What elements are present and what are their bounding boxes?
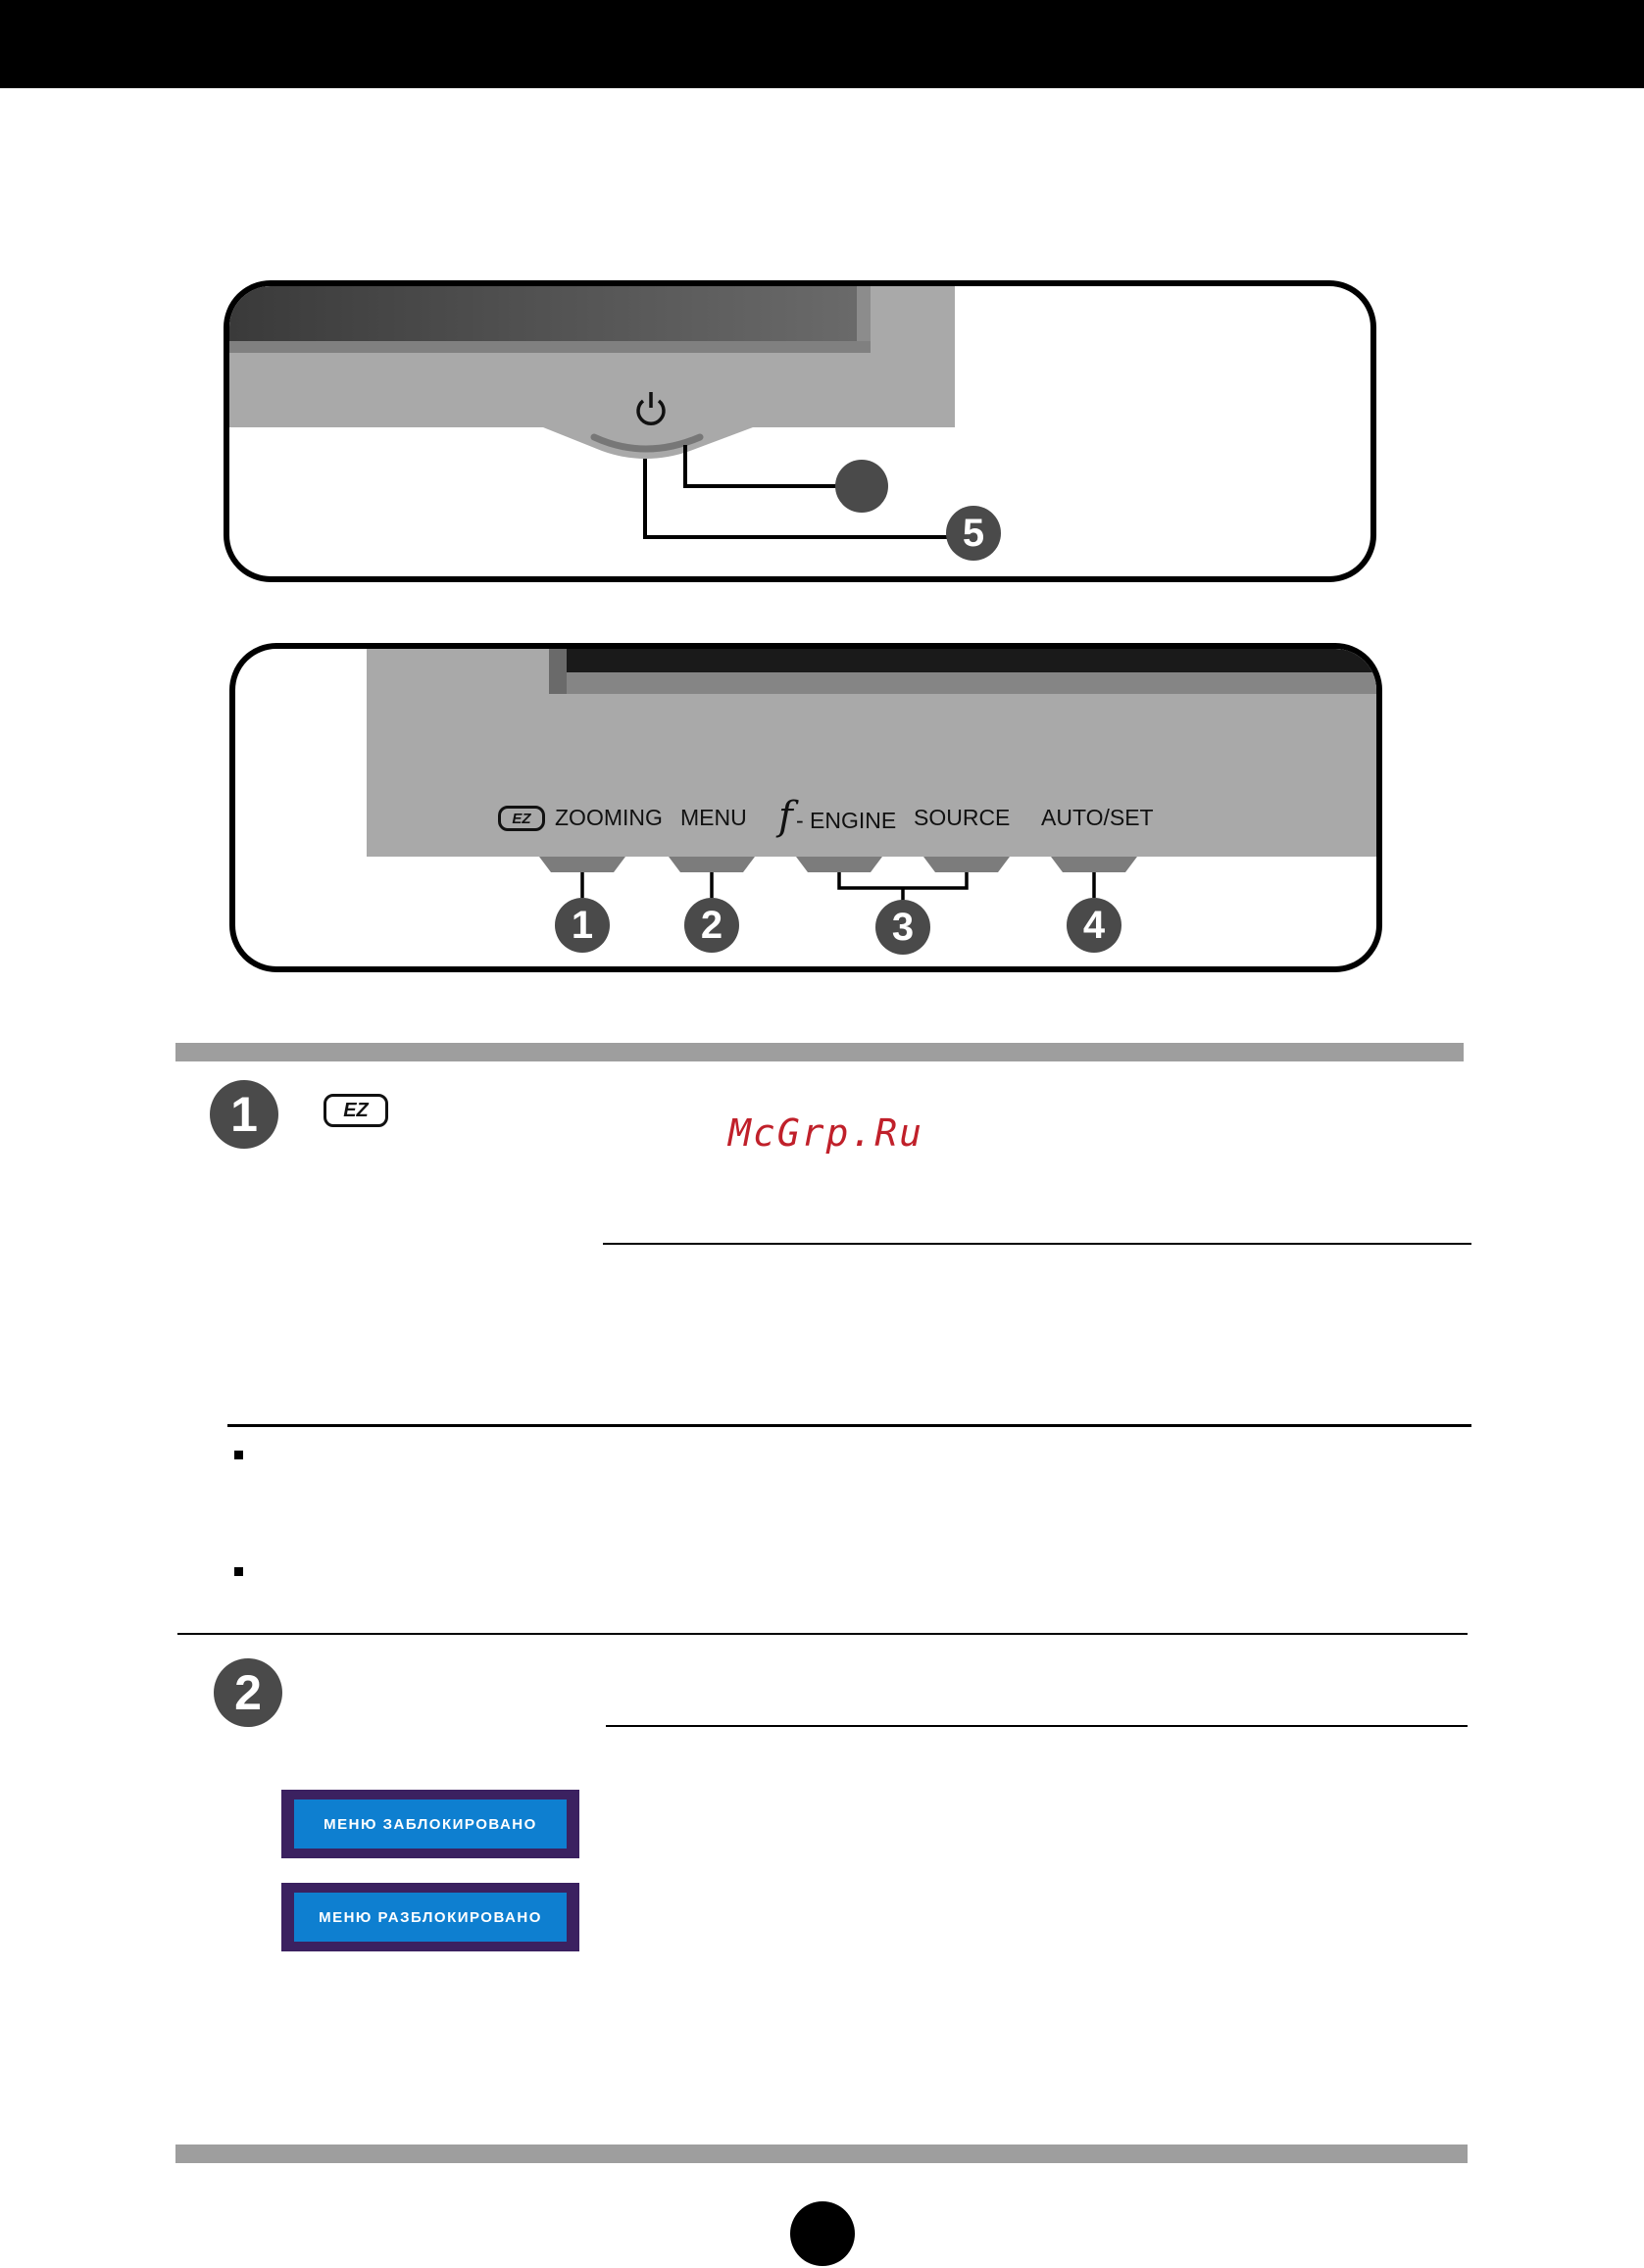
autoset-callout xyxy=(1067,898,1121,953)
section1-ez-icon xyxy=(324,1094,388,1127)
section1-table-rule xyxy=(227,1424,1471,1427)
zooming-callout-text: 1 xyxy=(571,903,594,947)
power-callout-text: 5 xyxy=(962,511,985,555)
osd-menu-unlocked xyxy=(281,1883,579,1951)
control-buttons-panel xyxy=(229,643,1382,972)
power-callout-number xyxy=(946,506,1001,561)
section-separator xyxy=(177,1633,1468,1635)
osd-menu-locked-text: МЕНЮ ЗАБЛОКИРОВАНО xyxy=(294,1800,567,1849)
source-label: SOURCE xyxy=(914,805,1011,830)
screen-bottom-edge xyxy=(549,649,1376,672)
header-band xyxy=(0,0,1644,88)
menu-callout-text: 2 xyxy=(700,903,723,947)
autoset-button[interactable] xyxy=(1051,857,1137,872)
power-indicator-callout xyxy=(835,460,888,513)
screen-edge xyxy=(229,286,857,341)
bullet-2 xyxy=(234,1567,243,1576)
screen-corner xyxy=(549,649,567,694)
ez-badge-text: EZ xyxy=(512,810,531,827)
engine-button[interactable] xyxy=(796,857,882,872)
engine-source-callout xyxy=(875,900,930,955)
screen-lip xyxy=(229,341,871,353)
menu-button[interactable] xyxy=(669,857,755,872)
source-button[interactable] xyxy=(923,857,1010,872)
screen-bottom-lip xyxy=(549,672,1376,694)
autoset-callout-text: 4 xyxy=(1082,903,1106,947)
monitor-bezel-top xyxy=(229,286,1370,576)
engine-source-callout-text: 3 xyxy=(891,905,915,949)
section2-number-text: 2 xyxy=(234,1665,262,1720)
section2-underline xyxy=(606,1725,1468,1727)
section-divider-bottom xyxy=(175,2145,1468,2163)
power-button-panel xyxy=(224,280,1376,582)
power-leader xyxy=(645,459,947,537)
zooming-callout xyxy=(555,898,610,953)
ez-zooming-icon xyxy=(498,806,545,831)
indicator-leader xyxy=(685,445,845,486)
bullet-1 xyxy=(234,1451,243,1459)
engine-f-icon: f xyxy=(778,794,793,839)
section1-underline xyxy=(603,1243,1471,1245)
section1-ez-text: EZ xyxy=(343,1099,369,1121)
power-icon[interactable] xyxy=(631,388,671,427)
zooming-label: ZOOMING xyxy=(555,805,663,830)
section1-number xyxy=(210,1080,278,1149)
osd-menu-unlocked-text: МЕНЮ РАЗБЛОКИРОВАНО xyxy=(294,1893,567,1942)
engine-label: - ENGINE xyxy=(796,808,897,833)
power-bump xyxy=(543,427,753,459)
section2-number xyxy=(214,1658,282,1727)
menu-callout xyxy=(684,898,739,953)
page-number-badge xyxy=(790,2201,855,2266)
section-divider-top xyxy=(175,1043,1464,1061)
watermark: McGrp.Ru xyxy=(728,1111,924,1155)
menu-label: MENU xyxy=(680,805,747,830)
osd-menu-locked xyxy=(281,1790,579,1858)
engine-source-leader xyxy=(839,872,967,888)
autoset-label: AUTO/SET xyxy=(1041,805,1154,830)
section1-number-text: 1 xyxy=(230,1087,258,1142)
zooming-button[interactable] xyxy=(539,857,625,872)
